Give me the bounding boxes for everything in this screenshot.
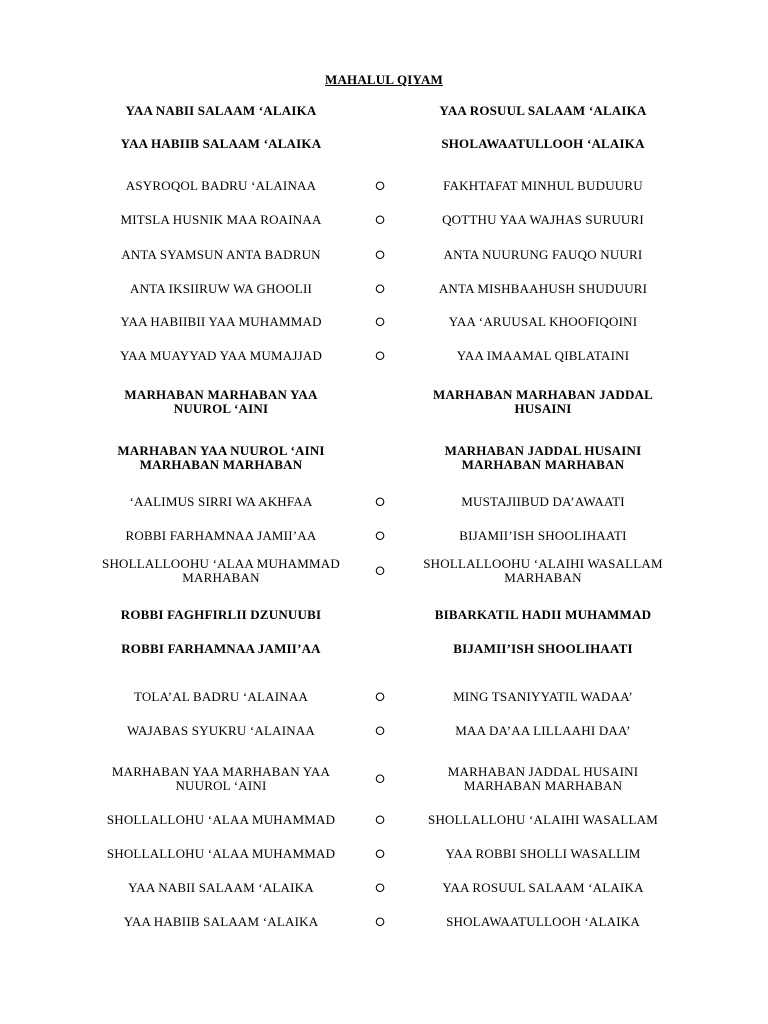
- verse-row: [0, 724, 768, 754]
- verse-right: SHOLLALLOOHU ‘ALAIHI WASALLAM MARHABAN: [423, 556, 663, 585]
- verse-row: [0, 813, 768, 843]
- verse-left: ROBBI FARHAMNAA JAMII’AA: [125, 528, 317, 543]
- verse-row: [0, 642, 768, 672]
- verse-right: QOTTHU YAA WAJHAS SURUURI: [442, 212, 644, 227]
- page-title: MAHALUL QIYAM: [324, 72, 444, 87]
- verse-right: MARHABAN JADDAL HUSAINI MARHABAN MARHABAN: [447, 764, 639, 793]
- verse-right: MARHABAN MARHABAN JADDAL HUSAINI: [432, 387, 653, 416]
- separator-icon: ⭘: [375, 349, 385, 363]
- verse-row: [0, 248, 768, 278]
- separator-icon: ⭘: [375, 813, 385, 827]
- verse-row: [0, 388, 768, 422]
- verse-left: MARHABAN MARHABAN YAA NUUROL ‘AINI: [124, 387, 318, 416]
- separator-icon: ⭘: [375, 724, 385, 738]
- verse-right: ANTA MISHBAAHUSH SHUDUURI: [438, 281, 648, 296]
- verse-row: [0, 444, 768, 478]
- verse-right: YAA IMAAMAL QIBLATAINI: [456, 348, 630, 363]
- verse-left: MARHABAN YAA NUUROL ‘AINI MARHABAN MARHABAN: [117, 443, 325, 472]
- verse-right: MARHABAN JADDAL HUSAINI MARHABAN MARHABAN: [444, 443, 642, 472]
- verse-row: [0, 349, 768, 379]
- verse-left: MITSLA HUSNIK MAA ROAINAA: [120, 212, 322, 227]
- verse-left: ANTA IKSIIRUW WA GHOOLII: [129, 281, 312, 296]
- verse-row: [0, 847, 768, 877]
- verse-row: [0, 213, 768, 243]
- separator-icon: ⭘: [375, 847, 385, 861]
- verse-row: [0, 104, 768, 134]
- verse-left: ROBBI FARHAMNAA JAMII’AA: [121, 641, 321, 656]
- verse-row: [0, 881, 768, 911]
- verse-left: YAA NABII SALAAM ‘ALAIKA: [128, 880, 314, 895]
- separator-icon: ⭘: [375, 315, 385, 329]
- verse-row: [0, 765, 768, 799]
- verse-left: YAA HABIIBII YAA MUHAMMAD: [120, 314, 322, 329]
- verse-right: SHOLAWAATULLOOH ‘ALAIKA: [446, 914, 640, 929]
- verse-left: YAA MUAYYAD YAA MUMAJJAD: [119, 348, 323, 363]
- verse-right: ANTA NUURUNG FAUQO NUURI: [443, 247, 643, 262]
- verse-row: [0, 315, 768, 345]
- verse-left: YAA HABIIB SALAAM ‘ALAIKA: [120, 136, 322, 151]
- verse-row: [0, 282, 768, 312]
- verse-left: ROBBI FAGHFIRLII DZUNUUBI: [120, 607, 322, 622]
- separator-icon: ⭘: [375, 915, 385, 929]
- verse-left: MARHABAN YAA MARHABAN YAA NUUROL ‘AINI: [111, 764, 331, 793]
- separator-icon: ⭘: [375, 282, 385, 296]
- verse-left: YAA HABIIB SALAAM ‘ALAIKA: [123, 914, 319, 929]
- verse-right: MUSTAJIIBUD DA’AWAATI: [461, 494, 625, 509]
- verse-row: [0, 179, 768, 209]
- verse-right: YAA ROSUUL SALAAM ‘ALAIKA: [442, 880, 644, 895]
- verse-row: [0, 137, 768, 167]
- verse-left: SHOLLALLOHU ‘ALAA MUHAMMAD: [106, 846, 336, 861]
- separator-icon: ⭘: [375, 881, 385, 895]
- verse-left: ANTA SYAMSUN ANTA BADRUN: [121, 247, 321, 262]
- separator-icon: ⭘: [375, 213, 385, 227]
- verse-left: TOLA’AL BADRU ‘ALAINAA: [133, 689, 309, 704]
- separator-icon: ⭘: [375, 772, 385, 786]
- separator-icon: ⭘: [375, 248, 385, 262]
- verse-right: SHOLLALLOHU ‘ALAIHI WASALLAM: [428, 812, 658, 827]
- verse-right: BIJAMII’ISH SHOOLIHAATI: [453, 641, 633, 656]
- verse-row: [0, 495, 768, 525]
- verse-right: FAKHTAFAT MINHUL BUDUURU: [443, 178, 643, 193]
- verse-right: YAA ROSUUL SALAAM ‘ALAIKA: [439, 103, 647, 118]
- verse-left: SHOLLALLOHU ‘ALAA MUHAMMAD: [106, 812, 336, 827]
- verse-right: YAA ‘ARUUSAL KHOOFIQOINI: [448, 314, 638, 329]
- verse-right: MAA DA’AA LILLAAHI DAA’: [455, 723, 631, 738]
- separator-icon: ⭘: [375, 529, 385, 543]
- verse-right: BIJAMII’ISH SHOOLIHAATI: [459, 528, 627, 543]
- verse-left: SHOLLALLOOHU ‘ALAA MUHAMMAD MARHABAN: [102, 556, 340, 585]
- separator-icon: ⭘: [375, 564, 385, 578]
- verse-right: SHOLAWAATULLOOH ‘ALAIKA: [441, 136, 645, 151]
- separator-icon: ⭘: [375, 179, 385, 193]
- verse-left: ‘AALIMUS SIRRI WA AKHFAA: [129, 494, 313, 509]
- verse-row: [0, 557, 768, 591]
- verse-right: MING TSANIYYATIL WADAA’: [453, 689, 633, 704]
- verse-row: [0, 915, 768, 945]
- verse-right: BIBARKATIL HADII MUHAMMAD: [434, 607, 652, 622]
- separator-icon: ⭘: [375, 690, 385, 704]
- separator-icon: ⭘: [375, 495, 385, 509]
- verse-left: YAA NABII SALAAM ‘ALAIKA: [125, 103, 317, 118]
- verse-row: [0, 690, 768, 720]
- verse-row: [0, 608, 768, 638]
- verse-left: ASYROQOL BADRU ‘ALAINAA: [125, 178, 317, 193]
- verse-row: [0, 529, 768, 559]
- verse-left: WAJABAS SYUKRU ‘ALAINAA: [126, 723, 316, 738]
- verse-right: YAA ROBBI SHOLLI WASALLIM: [445, 846, 641, 861]
